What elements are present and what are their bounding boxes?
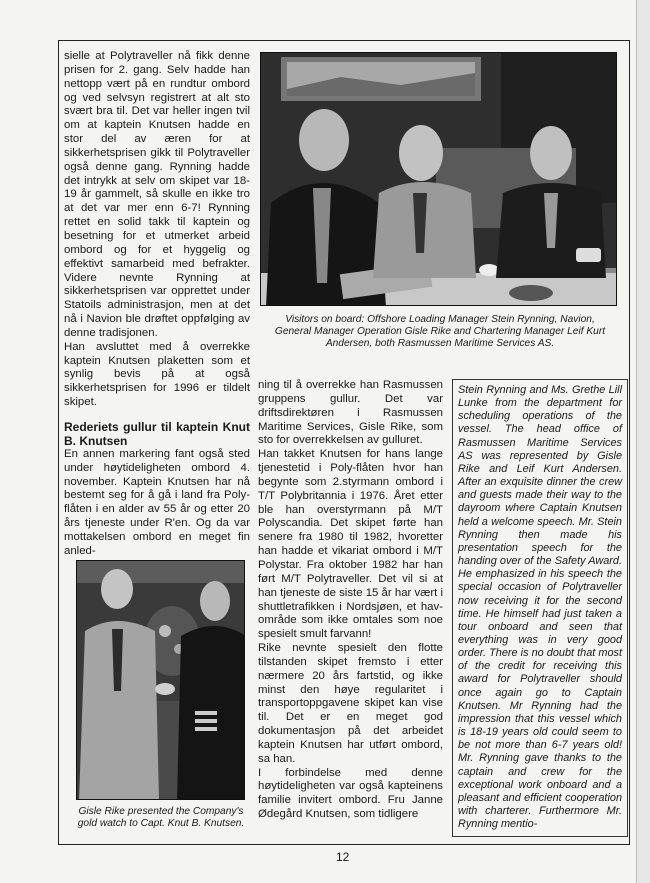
paragraph: Han takket Knutsen for hans lange tjenestetid i Poly-flåten hvor han begynte som 2.styrmann ombord i T/T Polybritannia i 1976. Året etter ble han overstyrmann på M/T Polyscandia. Det skipet førte han senere fra 1980 til 1982, hvoretter han hadde et vikariat ombord i M/T Polystar. Fra oktober 1982 har han ført M/T Polytraveller. Det vil si at han tjeneste de siste 15 år har vært i shuttletrafikken i Nordsjøen, et hav-område som ikke omtales som noe spesielt smult farvann! bbox=[258, 448, 443, 641]
paragraph: sielle at Polytraveller nå fikk denne prisen for 2. gang. Selv hadde han nettopp vært på en rundtur ombord og ved selvsyn registrert at alt sto svært bra til. Det var heller ingen tvil om at kaptein Knutsen hadde en stor del av æren for at sikkerhetsprisen gikk til Polytraveller også denne gang. Rynning hadde det intrykk at selv om skipet var 18-19 år gammelt, så skulle en ikke tro at det var mer enn 6-7! Rynning rettet en solid takk til kaptein og besetning for et utmerket arbeid ombord og for et hyggelig og effektivt samarbeid med befrakter. Videre nevnte Rynning at sikkerhetsprisen var opprettet under Statoils administrasjon, men at det nå i Navion ble drøftet oppfølging av denne tradisjonen. bbox=[64, 50, 250, 339]
paragraph: Han avsluttet med å overrekke kaptein Knutsen plaketten som et synlig bevis på at også sikkerhetsprisen for 1996 er tildelt skipet. bbox=[64, 340, 250, 409]
article-column-2 bbox=[258, 379, 443, 822]
paragraph: En annen markering fant også sted under høytideligheten ombord 4. november. Kaptein Knutsen har nå bestemt seg for å gå i land fra Poly-flåten i en alder av 55 år og etter 20 års tjeneste under R'en. Og da var mottakelsen ombord en meget fin anled- bbox=[64, 447, 250, 557]
page-edge bbox=[636, 0, 650, 883]
photo-gold-watch-presentation bbox=[76, 560, 245, 800]
photo-caption-bottom: Gisle Rike presented the Company's gold watch to Capt. Knut B. Knutsen. bbox=[77, 806, 245, 829]
photo-caption-top: Visitors on board: Offshore Loading Manager Stein Rynning, Navion, General Manager Operation Gisle Rike and Chartering Manager Leif Kurt Andersen, both Rasmussen Maritime Services AS. bbox=[274, 314, 606, 349]
paragraph: ning til å overrekke han Rasmussen gruppens gullur. Det var driftsdirektøren i Rasmussen Maritime Services, Gisle Rike, som sto for overrekkelsen av gulluret. bbox=[258, 379, 443, 447]
english-summary-box bbox=[452, 379, 628, 837]
paragraph: Rike nevnte spesielt den flotte tilstanden skipet fremsto i etter nærmere 20 års fartstid, og ikke minst den høye regularitet i transportoppgavene skipet kan vise til. Det er en meget god dokumentasjon på det arbeidet kaptein Knutsen har utført ombord, sa han. bbox=[258, 642, 443, 765]
article-column-1 bbox=[64, 50, 250, 559]
summary-text: Stein Rynning and Ms. Grethe Lill Lunke from the department for scheduling operations of the vessel. The head office of Rasmussen Maritime Services AS was represented by Gisle Rike and Leif Kurt Andersen. After an exquisite dinner the crew and guests made their way to the dayroom where Captain Knutsen held a welcome speech. Mr. Stein Rynning then made his presentation speech for the handing over of the Safety Award. He emphasized in his speech the special occasion of Polytraveller now receiving it for the second time. He himself had just taken a tour onboard and seen that everything was in very good order. There is no doubt that most of the credit for receiving this award for Polytraveller should once again go to Captain Knutsen. Mr Rynning had the impression that this vessel which is 18-19 years old could seem to be not more than 6-7 years old! Mr. Rynning gave thanks to the captain and crew for the exceptional work onboard and a pleasant and efficient cooperation with charterer. Furthermore Mr. Rynning mentio- bbox=[458, 384, 622, 831]
paragraph: I forbindelse med denne høytideligheten var også kapteinens familie invitert ombord. Fru Janne Ødegård Knutsen, som tidligere bbox=[258, 766, 443, 821]
page-number: 12 bbox=[336, 850, 350, 864]
photo-visitors-on-board bbox=[260, 52, 617, 306]
section-heading: Rederiets gullur til kaptein Knut B. Knutsen bbox=[64, 419, 250, 448]
